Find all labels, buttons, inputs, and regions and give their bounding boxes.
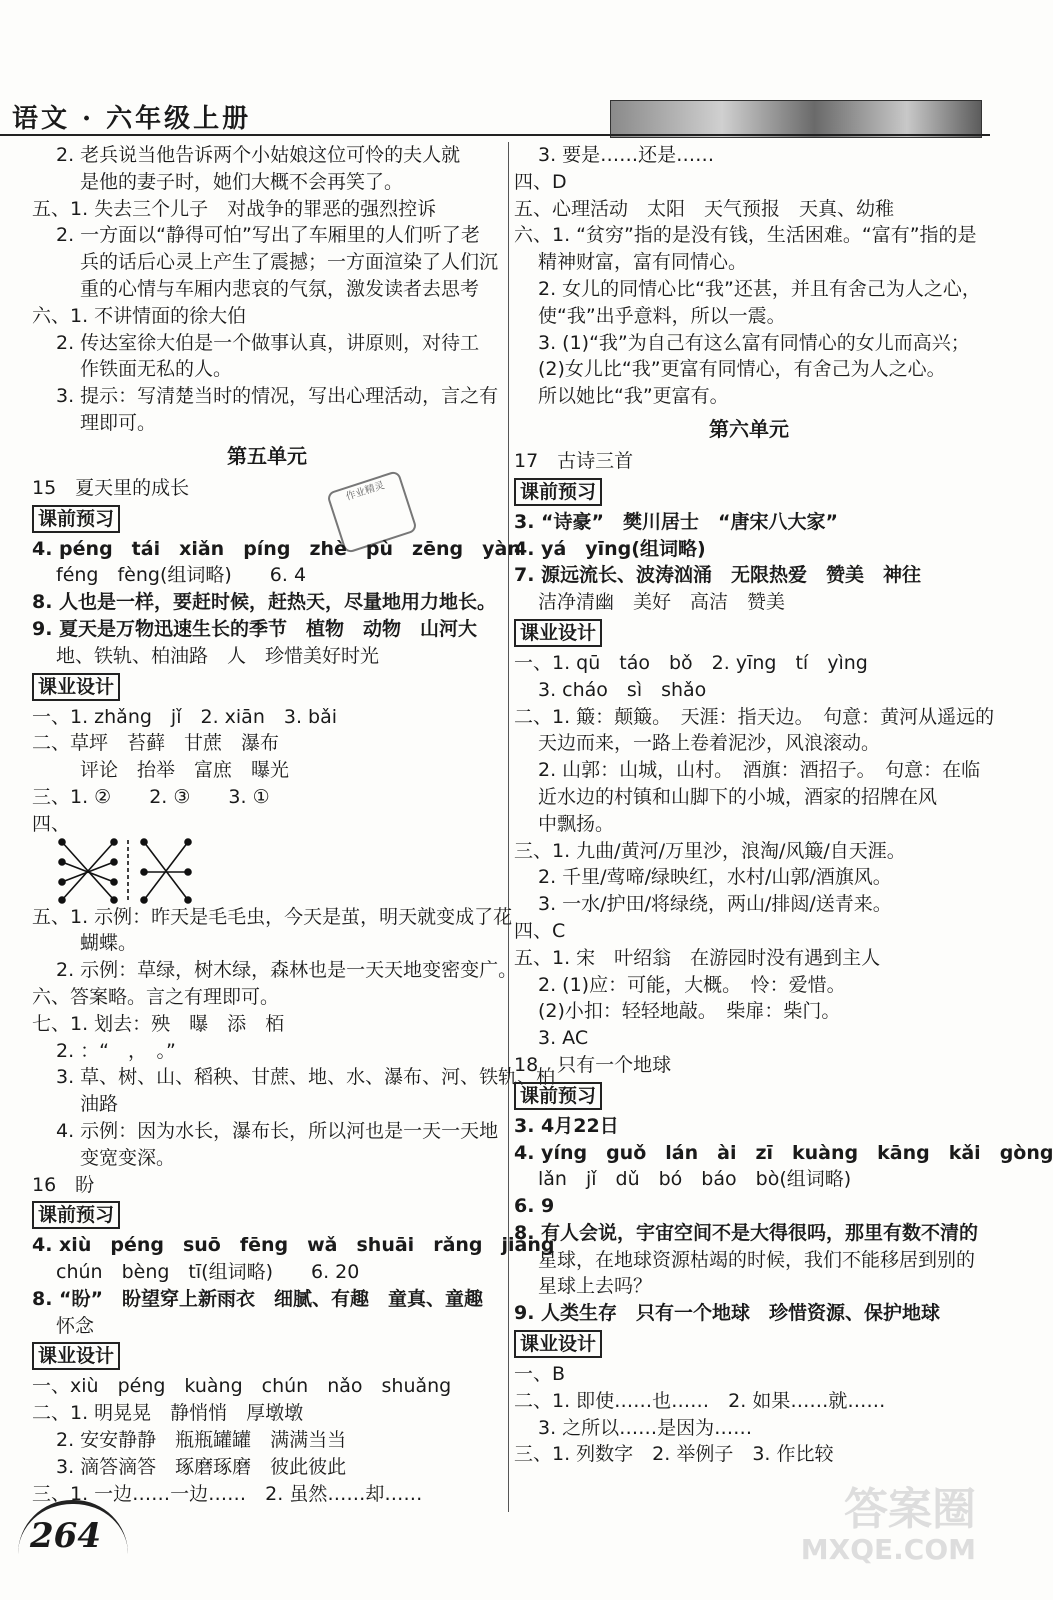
answer-line: 3. 4月22日 [514, 1114, 619, 1137]
page-number: 264 [30, 1516, 101, 1556]
answer-line: (2)小扣：轻轻地敲。 柴扉：柴门。 [538, 1000, 841, 1023]
answer-line: 洁净清幽 美好 高洁 赞美 [538, 591, 786, 614]
answer-line: 2. 传达室徐大伯是一个做事认真，讲原则，对待工 [56, 331, 480, 354]
unit-heading: 第六单元 [709, 416, 789, 441]
lesson-title: 17 古诗三首 [514, 449, 634, 472]
answer-line: 中飘扬。 [538, 812, 615, 835]
page-header [0, 0, 996, 142]
answer-line: 9. 夏天是万物迅速生长的季节 植物 动物 山河大 [32, 617, 478, 640]
answer-line: 五、1. 失去三个儿子 对战争的罪恶的强烈控诉 [32, 197, 437, 220]
lesson-title: 18 只有一个地球 [514, 1053, 672, 1076]
answer-line: 作铁面无私的人。 [80, 358, 233, 381]
section-box-design: 课业设计 [514, 619, 602, 647]
answer-line: 四、D [514, 170, 567, 193]
right-column [514, 142, 1053, 1468]
answer-line: 精神财富，富有同情心。 [538, 251, 748, 274]
answer-line: 四、 [32, 812, 71, 835]
answer-line: 3. cháo sì shǎo [538, 678, 707, 701]
section-box-preview: 课前预习 [514, 478, 602, 506]
answer-line: 二、1. 明晃晃 静悄悄 厚墩墩 [32, 1402, 304, 1425]
answer-line: 2. 安安静静 瓶瓶罐罐 满满当当 [56, 1429, 347, 1452]
watermark-main: 答案圈 [844, 1484, 976, 1535]
answer-line: 2. 女儿的同情心比“我”还甚，并且有舍己为人之心， [538, 277, 981, 300]
answer-line: 五、1. 宋 叶绍翁 在游园时没有遇到主人 [514, 946, 881, 969]
answer-line: 六、1. “贫穷”指的是没有钱，生活困难。“富有”指的是 [514, 224, 977, 247]
answer-line: 所以她比“我”更富有。 [538, 385, 729, 408]
answer-line: 6. 9 [514, 1195, 555, 1218]
section-box-design: 课业设计 [32, 1342, 120, 1370]
answer-line: 地、铁轨、柏油路 人 珍惜美好时光 [56, 644, 380, 667]
answer-line: 星球，在地球资源枯竭的时候，我们不能移居到别的 [538, 1248, 976, 1271]
answer-line: 近水边的村镇和山脚下的小城，酒家的招牌在风 [538, 785, 938, 808]
watermark-logo [800, 1484, 976, 1570]
answer-line: 油路 [80, 1093, 119, 1116]
answer-line: lǎn jǐ dǔ bó báo bò(组词略) [538, 1168, 852, 1191]
section-box-preview: 课前预习 [32, 505, 120, 533]
answer-line: 理即可。 [80, 411, 157, 434]
header-landscape-image [610, 100, 982, 138]
answer-line: 2. 千里/莺啼/绿映红，水村/山郭/酒旗风。 [538, 866, 892, 889]
answer-line: 一、xiù péng kuàng chún nǎo shuǎng [32, 1375, 452, 1398]
answer-line: (2)女儿比“我”更富有同情心，有舍己为人之心。 [538, 358, 946, 381]
answer-line: 4. péng tái xiǎn píng zhè pù zēng yàn [32, 537, 521, 560]
answer-line: 怀念 [56, 1314, 95, 1337]
answer-line: 8. 人也是一样，要赶时候，赶热天，尽量地用力地长。 [32, 591, 497, 614]
answer-line: 3. 要是……还是…… [538, 144, 715, 166]
answer-line: 2. 一方面以“静得可怕”写出了车厢里的人们听了老 [56, 224, 480, 247]
stamp-image: 作业精灵 [326, 470, 418, 554]
header-rule [0, 134, 990, 136]
answer-line: 三、1. 列数字 2. 举例子 3. 作比较 [514, 1443, 834, 1466]
answer-line: 3. 一水/护田/将绿绕，两山/排闼/送青来。 [538, 893, 892, 916]
answer-line: 是他的妻子时，她们大概不会再笑了。 [80, 170, 404, 193]
answer-line: 三、1. ② 2. ③ 3. ① [32, 785, 270, 808]
answer-line: 2. (1)应：可能，大概。 怜：爱惜。 [538, 973, 846, 996]
answer-line: 3. 草、树、山、稻秧、甘蔗、地、水、瀑布、河、铁轨、柏 [56, 1066, 556, 1089]
unit-heading: 第五单元 [227, 443, 307, 468]
answer-line: 3. AC [538, 1027, 589, 1050]
column-divider [508, 142, 509, 1512]
answer-line: 4. yá yīng(组词略) [514, 537, 706, 560]
section-box-preview: 课前预习 [32, 1201, 120, 1229]
answer-line: 2. ：“ ， 。” [56, 1039, 176, 1062]
answer-line: 3. 提示：写清楚当时的情况，写出心理活动，言之有 [56, 385, 499, 408]
section-box-design: 课业设计 [514, 1330, 602, 1358]
answer-line: 二、1. 即使……也…… 2. 如果……就…… [514, 1389, 886, 1412]
answer-line: 五、心理活动 太阳 天气预报 天真、幼稚 [514, 197, 895, 220]
lesson-title: 15 夏天里的成长 [32, 476, 190, 499]
answer-line: 2. 示例：草绿，树木绿，森林也是一天天地变密变广。 [56, 959, 518, 982]
answer-line: 一、B [514, 1363, 566, 1386]
answer-line: 3. 之所以……是因为…… [538, 1416, 753, 1439]
answer-line: 评论 抬举 富庶 曝光 [80, 759, 290, 782]
answer-line: féng fèng(组词略) 6. 4 [56, 564, 307, 587]
answer-line: 4. xiù péng suō fēng wǎ shuāi rǎng jiàng [32, 1234, 555, 1257]
answer-line: 重的心情与车厢内悲哀的气氛，激发读者去思考 [80, 277, 480, 300]
answer-line: 一、1. zhǎng jǐ 2. xiān 3. bǎi [32, 705, 338, 728]
section-box-design: 课业设计 [32, 673, 120, 701]
answer-line: 兵的话后心灵上产生了震撼；一方面渲染了人们沉 [80, 251, 499, 274]
header-title: 语文 · 六年级上册 [12, 104, 252, 134]
answer-line: 三、1. 九曲/黄河/万里沙，浪淘/风簸/自天涯。 [514, 839, 906, 862]
answer-line: 五、1. 示例：昨天是毛毛虫，今天是茧，明天就变成了花 [32, 905, 513, 928]
answer-line: 六、1. 不讲情面的徐大伯 [32, 304, 247, 327]
answer-line: 二、1. 簸：颠簸。 天涯：指天边。 句意：黄河从遥远的 [514, 705, 995, 728]
answer-line: 3. “诗豪” 樊川居士 “唐宋八大家” [514, 510, 839, 533]
answer-line: 2. 老兵说当他告诉两个小姑娘这位可怜的夫人就 [56, 144, 461, 166]
watermark-sub: MXQE.COM [800, 1533, 976, 1566]
answer-line: 3. (1)“我”为自己有这么富有同情心的女儿而高兴； [538, 331, 970, 354]
answer-line: 9. 人类生存 只有一个地球 珍惜资源、保护地球 [514, 1302, 941, 1325]
section-box-preview: 课前预习 [514, 1082, 602, 1110]
answer-line: 蝴蝶。 [80, 932, 138, 955]
matching-lines-diagram [52, 838, 192, 904]
answer-line: 二、草坪 苔藓 甘蔗 瀑布 [32, 732, 280, 755]
answer-line: 四、C [514, 919, 566, 942]
answer-line: 8. “盼” 盼望穿上新雨衣 细腻、有趣 童真、童趣 [32, 1287, 484, 1310]
answer-line: 7. 源远流长、波涛汹涌 无限热爱 赞美 神往 [514, 564, 922, 587]
answer-line: 七、1. 划去：殃 曝 添 栢 [32, 1012, 285, 1035]
answer-line: 天边而来，一路上卷着泥沙，风浪滚动。 [538, 732, 881, 755]
answer-line: 4. 示例：因为水长，瀑布长，所以河也是一天一天地 [56, 1119, 499, 1142]
answer-line: 8. 有人会说，宇宙空间不是大得很吗，那里有数不清的 [514, 1221, 979, 1244]
answer-line: 2. 山郭：山城，山村。 酒旗：酒招子。 句意：在临 [538, 759, 981, 782]
answer-line: 4. yíng guǒ lán ài zī kuàng kāng kǎi gòng [514, 1141, 1053, 1164]
answer-line: 三、1. 一边……一边…… 2. 虽然……却…… [32, 1482, 423, 1505]
answer-line: 3. 滴答滴答 琢磨琢磨 彼此彼此 [56, 1455, 347, 1478]
answer-line: 变宽变深。 [80, 1146, 176, 1169]
answer-line: 使“我”出乎意料，所以一震。 [538, 304, 786, 327]
answer-line: 一、1. qū táo bǒ 2. yīng tí yìng [514, 651, 868, 674]
answer-line: 星球上去吗？ [538, 1275, 653, 1298]
answer-line: 六、答案略。言之有理即可。 [32, 985, 280, 1008]
lesson-title: 16 盼 [32, 1173, 95, 1196]
answer-line: chún bèng tī(组词略) 6. 20 [56, 1261, 360, 1284]
